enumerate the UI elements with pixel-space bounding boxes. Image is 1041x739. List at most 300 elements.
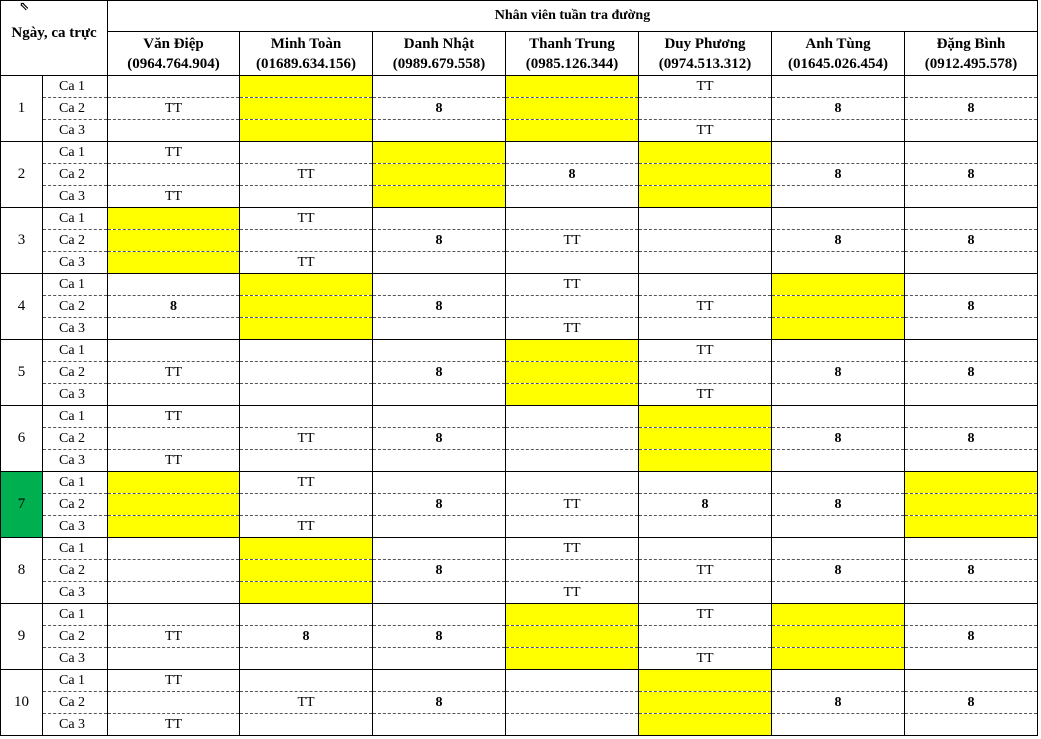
roster-cell[interactable] [240, 76, 373, 98]
shift-label-cell[interactable]: Ca 3 [43, 384, 108, 406]
roster-cell[interactable]: TT [639, 120, 772, 142]
roster-cell[interactable] [240, 362, 373, 384]
roster-cell[interactable]: TT [506, 230, 639, 252]
staff-header-4[interactable] [506, 32, 639, 76]
roster-cell[interactable]: 8 [373, 692, 506, 714]
roster-cell[interactable] [905, 604, 1038, 626]
roster-cell[interactable]: 8 [772, 98, 905, 120]
roster-cell[interactable] [639, 142, 772, 164]
roster-cell[interactable]: TT [639, 76, 772, 98]
roster-cell[interactable] [639, 582, 772, 604]
shift-label-cell[interactable]: Ca 2 [43, 164, 108, 186]
shift-row [1, 450, 1038, 472]
roster-body [1, 76, 1038, 736]
shift-row [1, 120, 1038, 142]
roster-cell[interactable] [905, 120, 1038, 142]
day-number-cell[interactable]: 8 [1, 538, 43, 604]
corner-header-cell[interactable] [1, 1, 108, 76]
day-number-cell[interactable]: 7 [1, 472, 43, 538]
roster-cell[interactable] [905, 670, 1038, 692]
roster-cell[interactable] [506, 626, 639, 648]
roster-cell[interactable]: TT [506, 538, 639, 560]
roster-cell[interactable] [108, 230, 240, 252]
roster-cell[interactable] [639, 428, 772, 450]
roster-cell[interactable] [506, 384, 639, 406]
roster-cell[interactable]: TT [506, 274, 639, 296]
shift-label-cell[interactable]: Ca 1 [43, 142, 108, 164]
staff-phone: (0974.513.312) [658, 55, 752, 72]
roster-cell[interactable]: TT [108, 142, 240, 164]
shift-label-cell[interactable]: Ca 2 [43, 230, 108, 252]
roster-cell[interactable]: 8 [772, 362, 905, 384]
shift-label-cell[interactable]: Ca 2 [43, 692, 108, 714]
roster-cell[interactable]: 8 [506, 164, 639, 186]
shift-label-cell[interactable]: Ca 3 [43, 120, 108, 142]
shift-label-cell[interactable]: Ca 3 [43, 648, 108, 670]
day-number-cell[interactable]: 6 [1, 406, 43, 472]
roster-cell[interactable] [240, 538, 373, 560]
roster-cell[interactable] [373, 318, 506, 340]
roster-cell[interactable]: 8 [240, 626, 373, 648]
roster-cell[interactable] [108, 318, 240, 340]
roster-cell[interactable] [373, 340, 506, 362]
shift-row [1, 538, 1038, 560]
roster-cell[interactable] [639, 318, 772, 340]
roster-cell[interactable] [373, 142, 506, 164]
roster-cell[interactable] [373, 714, 506, 736]
shift-row [1, 692, 1038, 714]
roster-cell[interactable] [905, 516, 1038, 538]
roster-cell[interactable] [506, 406, 639, 428]
roster-cell[interactable] [905, 208, 1038, 230]
shift-label-cell[interactable]: Ca 3 [43, 516, 108, 538]
roster-cell[interactable] [772, 76, 905, 98]
shift-label-cell[interactable]: Ca 2 [43, 362, 108, 384]
shift-label-cell[interactable]: Ca 2 [43, 98, 108, 120]
shift-label-cell[interactable]: Ca 1 [43, 670, 108, 692]
shift-row [1, 296, 1038, 318]
shift-label-cell[interactable]: Ca 2 [43, 296, 108, 318]
roster-cell[interactable] [772, 142, 905, 164]
roster-cell[interactable]: TT [639, 560, 772, 582]
roster-cell[interactable]: 8 [373, 560, 506, 582]
staff-name: Đặng Bình [936, 35, 1006, 52]
roster-cell[interactable] [639, 538, 772, 560]
shift-label-cell[interactable]: Ca 1 [43, 208, 108, 230]
roster-cell[interactable]: 8 [905, 230, 1038, 252]
shift-label-cell[interactable]: Ca 3 [43, 252, 108, 274]
staff-phone: (0985.126.344) [525, 55, 619, 72]
roster-cell[interactable] [506, 98, 639, 120]
roster-cell[interactable] [373, 472, 506, 494]
staff-header-row [1, 32, 1038, 76]
shift-label-cell[interactable]: Ca 2 [43, 626, 108, 648]
roster-cell[interactable] [772, 120, 905, 142]
roster-cell[interactable] [506, 670, 639, 692]
shift-row [1, 714, 1038, 736]
roster-cell[interactable]: TT [240, 164, 373, 186]
corner-label: Ngày, ca trực [11, 24, 97, 41]
roster-cell[interactable] [240, 230, 373, 252]
roster-cell[interactable] [108, 582, 240, 604]
staff-header-7[interactable] [905, 32, 1038, 76]
roster-cell[interactable] [905, 340, 1038, 362]
roster-cell[interactable]: 8 [373, 230, 506, 252]
roster-cell[interactable] [108, 516, 240, 538]
shift-row [1, 560, 1038, 582]
shift-row [1, 626, 1038, 648]
shift-row [1, 582, 1038, 604]
roster-cell[interactable] [108, 164, 240, 186]
roster-cell[interactable]: TT [639, 296, 772, 318]
roster-cell[interactable] [108, 120, 240, 142]
roster-cell[interactable]: 8 [373, 428, 506, 450]
roster-cell[interactable]: TT [639, 648, 772, 670]
roster-cell[interactable] [905, 714, 1038, 736]
shift-label-cell[interactable]: Ca 3 [43, 450, 108, 472]
staff-group-header[interactable]: Nhân viên tuần tra đường [108, 1, 1038, 32]
shift-label-cell[interactable]: Ca 1 [43, 274, 108, 296]
roster-cell[interactable] [240, 186, 373, 208]
shift-label-cell[interactable]: Ca 2 [43, 428, 108, 450]
roster-cell[interactable]: TT [639, 384, 772, 406]
roster-cell[interactable]: 8 [905, 98, 1038, 120]
roster-cell[interactable] [772, 296, 905, 318]
roster-cell[interactable]: 8 [373, 98, 506, 120]
roster-cell[interactable] [373, 76, 506, 98]
staff-header-5[interactable] [639, 32, 772, 76]
staff-header-2[interactable] [240, 32, 373, 76]
roster-cell[interactable] [373, 406, 506, 428]
roster-cell[interactable] [772, 274, 905, 296]
roster-cell[interactable] [506, 252, 639, 274]
roster-cell[interactable] [108, 208, 240, 230]
roster-cell[interactable] [639, 186, 772, 208]
roster-cell[interactable]: 8 [373, 626, 506, 648]
roster-cell[interactable] [772, 582, 905, 604]
shift-row [1, 428, 1038, 450]
roster-cell[interactable] [772, 252, 905, 274]
roster-cell[interactable]: 8 [772, 230, 905, 252]
roster-cell[interactable] [772, 384, 905, 406]
shift-row [1, 670, 1038, 692]
shift-label-cell[interactable]: Ca 1 [43, 604, 108, 626]
roster-cell[interactable] [373, 516, 506, 538]
roster-cell[interactable]: 8 [905, 626, 1038, 648]
shift-row [1, 274, 1038, 296]
roster-cell[interactable]: TT [506, 494, 639, 516]
shift-row [1, 604, 1038, 626]
roster-cell[interactable] [108, 538, 240, 560]
roster-cell[interactable] [373, 208, 506, 230]
roster-cell[interactable] [772, 472, 905, 494]
shift-label-cell[interactable]: Ca 2 [43, 560, 108, 582]
roster-cell[interactable] [639, 208, 772, 230]
shift-label-cell[interactable]: Ca 1 [43, 406, 108, 428]
staff-phone: (01689.634.156) [256, 55, 356, 72]
roster-cell[interactable] [772, 318, 905, 340]
staff-phone: (0989.679.558) [392, 55, 486, 72]
shift-row [1, 98, 1038, 120]
roster-cell[interactable]: TT [108, 626, 240, 648]
roster-cell[interactable] [905, 406, 1038, 428]
roster-cell[interactable] [108, 252, 240, 274]
roster-cell[interactable] [240, 560, 373, 582]
roster-cell[interactable]: 8 [905, 560, 1038, 582]
staff-phone: (0964.764.904) [127, 55, 220, 72]
roster-cell[interactable] [240, 142, 373, 164]
roster-cell[interactable]: TT [240, 516, 373, 538]
roster-cell[interactable] [639, 274, 772, 296]
roster-cell[interactable] [240, 494, 373, 516]
roster-cell[interactable] [639, 406, 772, 428]
roster-cell[interactable] [240, 384, 373, 406]
roster-cell[interactable] [905, 318, 1038, 340]
roster-cell[interactable] [506, 120, 639, 142]
day-number-cell[interactable]: 5 [1, 340, 43, 406]
roster-cell[interactable] [639, 472, 772, 494]
roster-cell[interactable] [506, 516, 639, 538]
roster-cell[interactable]: 8 [905, 164, 1038, 186]
roster-cell[interactable] [772, 670, 905, 692]
roster-cell[interactable] [772, 186, 905, 208]
roster-cell[interactable]: 8 [772, 164, 905, 186]
shift-label-cell[interactable]: Ca 1 [43, 538, 108, 560]
roster-cell[interactable] [506, 362, 639, 384]
roster-cell[interactable] [108, 494, 240, 516]
roster-cell[interactable] [506, 76, 639, 98]
day-number-cell[interactable]: 2 [1, 142, 43, 208]
day-number-cell[interactable]: 1 [1, 76, 43, 142]
roster-cell[interactable] [905, 648, 1038, 670]
roster-cell[interactable] [506, 428, 639, 450]
staff-header-1[interactable] [108, 32, 240, 76]
shift-label-cell[interactable]: Ca 2 [43, 494, 108, 516]
roster-cell[interactable]: 8 [373, 362, 506, 384]
roster-cell[interactable] [639, 98, 772, 120]
roster-cell[interactable]: 8 [905, 428, 1038, 450]
roster-cell[interactable]: TT [108, 98, 240, 120]
shift-label-cell[interactable]: Ca 1 [43, 340, 108, 362]
shift-row [1, 494, 1038, 516]
roster-cell[interactable] [639, 362, 772, 384]
roster-cell[interactable] [240, 406, 373, 428]
roster-cell[interactable] [639, 516, 772, 538]
roster-cell[interactable]: TT [108, 186, 240, 208]
roster-cell[interactable] [506, 472, 639, 494]
staff-name: Duy Phương [664, 35, 746, 52]
roster-cell[interactable] [240, 296, 373, 318]
roster-cell[interactable] [240, 274, 373, 296]
roster-cell[interactable] [108, 692, 240, 714]
roster-cell[interactable]: 8 [772, 560, 905, 582]
roster-cell[interactable] [373, 670, 506, 692]
roster-cell[interactable] [108, 648, 240, 670]
roster-cell[interactable] [373, 450, 506, 472]
roster-cell[interactable] [772, 626, 905, 648]
staff-name: Minh Toàn [270, 35, 342, 52]
roster-cell[interactable]: TT [639, 604, 772, 626]
roster-cell[interactable] [772, 604, 905, 626]
shift-row [1, 648, 1038, 670]
roster-cell[interactable]: TT [240, 692, 373, 714]
roster-cell[interactable] [373, 120, 506, 142]
roster-cell[interactable] [240, 670, 373, 692]
roster-cell[interactable] [905, 274, 1038, 296]
roster-cell[interactable] [373, 384, 506, 406]
shift-label-cell[interactable]: Ca 3 [43, 714, 108, 736]
day-number-cell[interactable]: 3 [1, 208, 43, 274]
shift-row [1, 164, 1038, 186]
roster-cell[interactable] [108, 340, 240, 362]
roster-cell[interactable] [772, 208, 905, 230]
roster-cell[interactable] [108, 604, 240, 626]
roster-cell[interactable]: 8 [905, 296, 1038, 318]
roster-cell[interactable] [905, 472, 1038, 494]
shift-label-cell[interactable]: Ca 1 [43, 472, 108, 494]
roster-cell[interactable] [639, 670, 772, 692]
shift-label-cell[interactable]: Ca 1 [43, 76, 108, 98]
roster-cell[interactable]: TT [108, 670, 240, 692]
roster-cell[interactable] [905, 538, 1038, 560]
roster-cell[interactable] [108, 274, 240, 296]
roster-cell[interactable]: TT [506, 318, 639, 340]
roster-cell[interactable]: TT [108, 450, 240, 472]
roster-cell[interactable]: 8 [772, 428, 905, 450]
roster-cell[interactable]: 8 [373, 494, 506, 516]
roster-cell[interactable]: 8 [905, 362, 1038, 384]
shift-row [1, 186, 1038, 208]
roster-cell[interactable] [240, 714, 373, 736]
roster-cell[interactable] [240, 340, 373, 362]
roster-cell[interactable]: TT [240, 208, 373, 230]
roster-cell[interactable] [772, 538, 905, 560]
roster-cell[interactable] [905, 494, 1038, 516]
roster-cell[interactable] [373, 648, 506, 670]
roster-cell[interactable]: TT [108, 362, 240, 384]
roster-cell[interactable] [506, 340, 639, 362]
roster-cell[interactable] [772, 406, 905, 428]
roster-cell[interactable] [506, 604, 639, 626]
roster-cell[interactable] [506, 450, 639, 472]
roster-cell[interactable] [506, 714, 639, 736]
shift-label-cell[interactable]: Ca 3 [43, 582, 108, 604]
roster-cell[interactable] [373, 538, 506, 560]
roster-cell[interactable] [905, 582, 1038, 604]
roster-cell[interactable] [639, 626, 772, 648]
roster-cell[interactable] [373, 604, 506, 626]
roster-cell[interactable]: TT [108, 406, 240, 428]
shift-row [1, 230, 1038, 252]
roster-cell[interactable] [639, 692, 772, 714]
roster-cell[interactable] [905, 384, 1038, 406]
shift-row [1, 516, 1038, 538]
roster-cell[interactable] [108, 472, 240, 494]
roster-cell[interactable] [506, 186, 639, 208]
roster-cell[interactable]: 8 [905, 692, 1038, 714]
roster-cell[interactable] [905, 142, 1038, 164]
roster-cell[interactable] [373, 186, 506, 208]
day-number-cell[interactable]: 10 [1, 670, 43, 736]
staff-name: Văn Điệp [143, 35, 204, 52]
roster-cell[interactable]: TT [240, 252, 373, 274]
day-number-cell[interactable]: 9 [1, 604, 43, 670]
staff-header-6[interactable] [772, 32, 905, 76]
roster-cell[interactable] [240, 582, 373, 604]
shift-label-cell[interactable]: Ca 3 [43, 186, 108, 208]
roster-cell[interactable] [240, 98, 373, 120]
roster-cell[interactable] [639, 230, 772, 252]
roster-cell[interactable]: 8 [639, 494, 772, 516]
staff-name: Danh Nhật [403, 35, 475, 52]
roster-cell[interactable] [905, 186, 1038, 208]
roster-cell[interactable] [639, 450, 772, 472]
roster-cell[interactable] [108, 428, 240, 450]
roster-cell[interactable] [108, 76, 240, 98]
roster-cell[interactable] [108, 560, 240, 582]
roster-cell[interactable] [905, 76, 1038, 98]
roster-cell[interactable] [240, 450, 373, 472]
roster-cell[interactable] [905, 450, 1038, 472]
roster-cell[interactable] [905, 252, 1038, 274]
roster-cell[interactable] [240, 120, 373, 142]
staff-phone: (0912.495.578) [924, 55, 1018, 72]
roster-cell[interactable] [506, 560, 639, 582]
day-number-cell[interactable]: 4 [1, 274, 43, 340]
roster-cell[interactable] [373, 164, 506, 186]
shift-row [1, 76, 1038, 98]
roster-cell[interactable] [506, 692, 639, 714]
roster-cell[interactable] [639, 714, 772, 736]
shift-row [1, 362, 1038, 384]
roster-cell[interactable]: TT [506, 582, 639, 604]
roster-cell[interactable] [240, 604, 373, 626]
roster-cell[interactable] [506, 142, 639, 164]
shift-row [1, 142, 1038, 164]
roster-cell[interactable] [240, 318, 373, 340]
roster-cell[interactable] [639, 252, 772, 274]
mouse-cursor-icon: ⇖ [19, 0, 30, 13]
roster-cell[interactable]: TT [240, 428, 373, 450]
roster-cell[interactable] [772, 450, 905, 472]
staff-header-3[interactable] [373, 32, 506, 76]
shift-row [1, 208, 1038, 230]
roster-cell[interactable]: TT [240, 472, 373, 494]
shift-label-cell[interactable]: Ca 3 [43, 318, 108, 340]
roster-cell[interactable]: TT [639, 340, 772, 362]
staff-name: Anh Tùng [805, 35, 871, 52]
roster-cell[interactable] [772, 340, 905, 362]
roster-cell[interactable] [373, 252, 506, 274]
roster-cell[interactable] [373, 274, 506, 296]
roster-cell[interactable] [772, 714, 905, 736]
roster-cell[interactable]: 8 [772, 494, 905, 516]
roster-cell[interactable] [240, 648, 373, 670]
roster-cell[interactable] [506, 208, 639, 230]
roster-cell[interactable]: TT [108, 714, 240, 736]
roster-cell[interactable] [108, 384, 240, 406]
roster-cell[interactable]: 8 [108, 296, 240, 318]
roster-cell[interactable] [772, 648, 905, 670]
roster-cell[interactable]: 8 [373, 296, 506, 318]
roster-cell[interactable] [506, 296, 639, 318]
roster-cell[interactable] [772, 516, 905, 538]
roster-cell[interactable] [373, 582, 506, 604]
shift-row [1, 406, 1038, 428]
roster-cell[interactable] [506, 648, 639, 670]
roster-cell[interactable]: 8 [772, 692, 905, 714]
roster-cell[interactable] [639, 164, 772, 186]
